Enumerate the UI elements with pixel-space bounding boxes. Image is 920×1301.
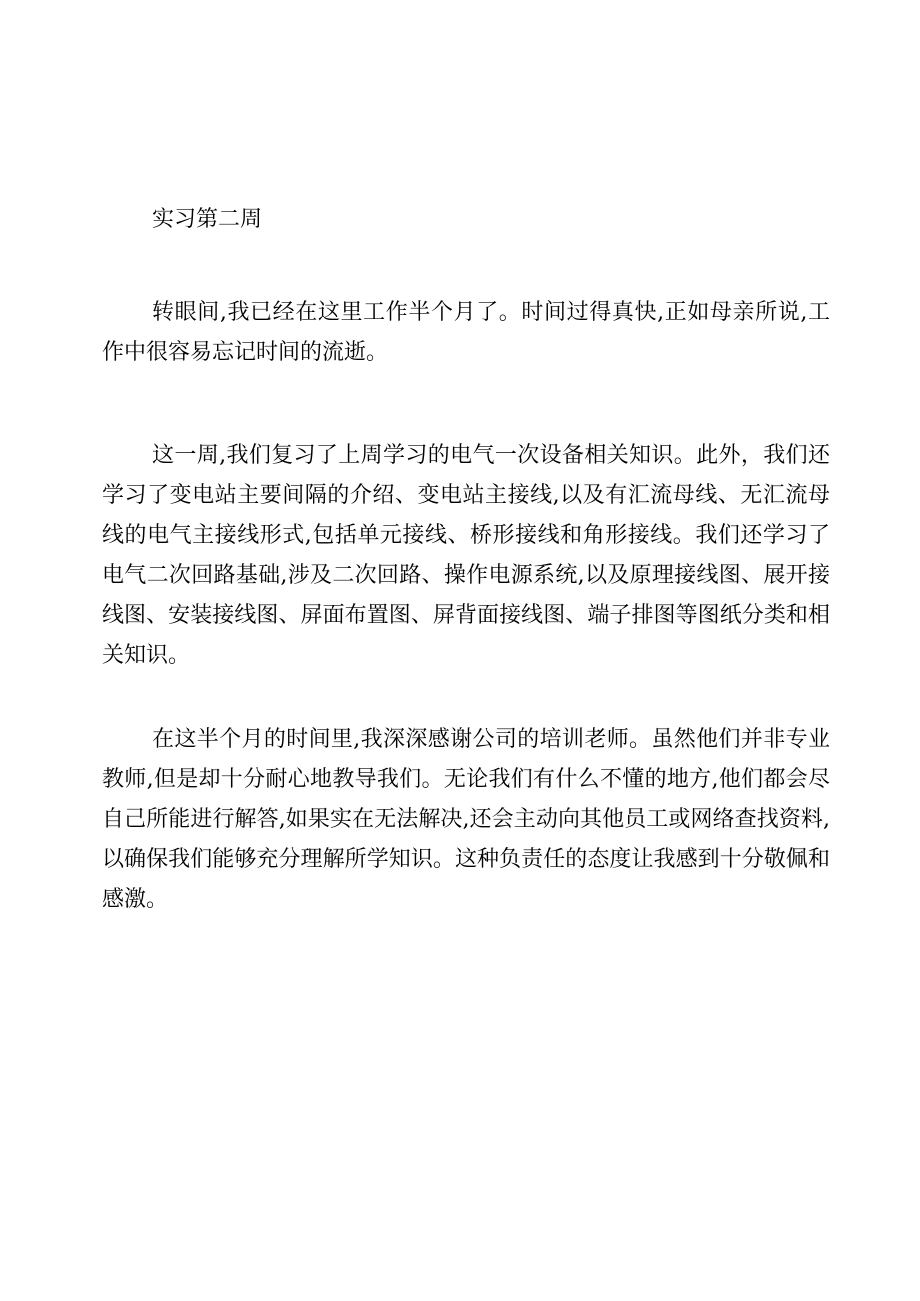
paragraph-2: 这一周,我们复习了上周学习的电气一次设备相关知识。此外，我们还学习了变电站主要间隔的介绍、变电站主接线,以及有汇流母线、无汇流母线的电气主接线形式,包括单元接线、桥形接线和角形接线。我们还学习了电气二次回路基础,涉及二次回路、操作电源系统,以及原理接线图、展开接线图、安装接线图、屏面布置图、屏背面接线图、端子排图等图纸分类和相关知识。 bbox=[102, 443, 830, 668]
document-title: 实习第二周 bbox=[152, 207, 263, 232]
paragraph-3: 在这半个月的时间里,我深深感谢公司的培训老师。虽然他们并非专业教师,但是却十分耐心地教导我们。无论我们有什么不懂的地方,他们都会尽自己所能进行解答,如果实在无法解决,还会主动向其他员工或网络查找资料,以确保我们能够充分理解所学知识。这种负责任的态度让我感到十分敬佩和感激。 bbox=[102, 727, 830, 912]
paragraph-1: 转眼间,我已经在这里工作半个月了。时间过得真快,正如母亲所说,工作中很容易忘记时间的流逝。 bbox=[102, 300, 830, 365]
